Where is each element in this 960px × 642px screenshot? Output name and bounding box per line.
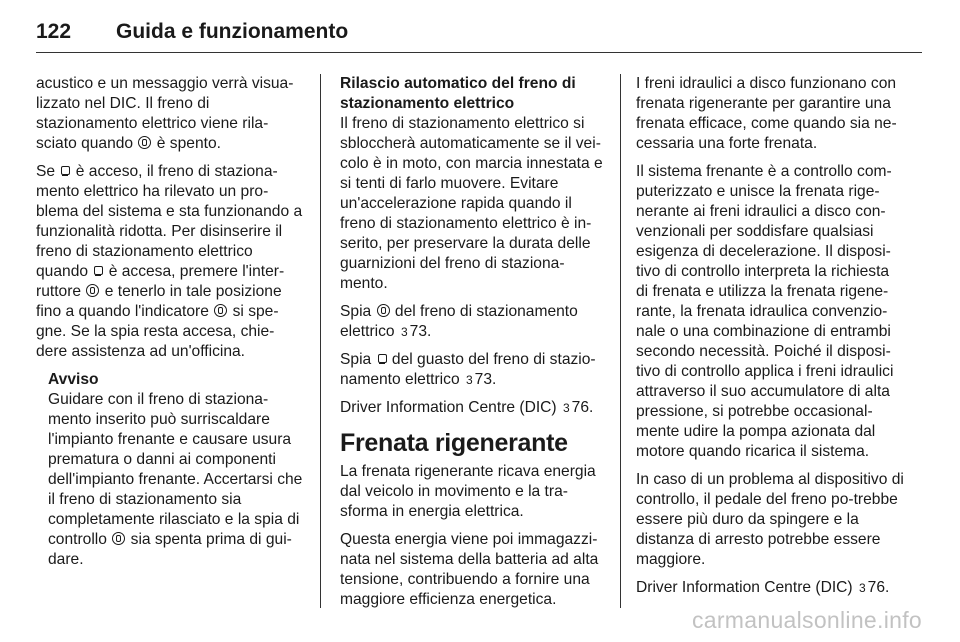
paragraph: La frenata rigenerante ricava energia dal veicolo in movimento e la tra-sforma in energia elettrica. (340, 463, 596, 520)
paragraph: Se è acceso, il freno di staziona-mento elettrico ha rilevato un pro-blema del sistema e sta funzionando a funzionalità ridotta. Per disinserire il freno di stazionamento elettrico quando è accesa, premere l'inter-ruttore e tenerlo in tale posizione fino a quando l'indicatore si spe-gne. Se la spia resta accesa, chie-dere assistenza ad un'officina. (36, 163, 303, 360)
parking-brake-icon (377, 304, 390, 317)
page-link[interactable]: 73. (409, 323, 432, 340)
paragraph: Questa energia viene poi immagazzi-nata nel sistema della batteria ad alta tensione, contribuendo a fornire una maggiore efficienza energetica. (340, 531, 599, 608)
column-3 (636, 74, 904, 606)
brake-fault-icon (377, 354, 387, 365)
page-ref-arrow-icon: 3 (858, 581, 866, 595)
brake-fault-icon (93, 266, 103, 277)
parking-brake-icon (112, 532, 125, 545)
page-ref-arrow-icon: 3 (400, 325, 408, 339)
page-ref-arrow-icon: 3 (562, 401, 570, 415)
page-ref-arrow-icon: 3 (465, 373, 473, 387)
paragraph: Il sistema frenante è a controllo com-puterizzato e unisce la frenata rige-nerante ai freni idraulici a disco con-venzionali per soddisfare qualsiasi esigenza di decelerazione. Il disposi-tivo di controllo interpreta la richiesta di frenata e utilizza la frenata rigene-rante, la frenata idraulica convenzio-nale o una combinazione di entrambi secondo necessità. Poiché il disposi-tivo di controllo applica i freni idraulici attraverso il suo accumulatore di alta pressione, si potrebbe occasional-mente udire la pompa azionata dal motore quando ricarica il sistema. (636, 163, 894, 460)
paragraph: In caso di un problema al dispositivo di controllo, il pedale del freno po-trebbe essere più duro da spingere e la distanza di arresto potrebbe essere maggiore. (636, 471, 904, 568)
section-heading: Frenata rigenerante (340, 429, 568, 457)
cross-reference: Driver Information Centre (DIC) 3 76. (636, 579, 890, 596)
watermark: carmanualsonline.info (691, 607, 922, 633)
parking-brake-icon (214, 304, 227, 317)
page-link[interactable]: 76. (571, 399, 594, 416)
brake-fault-icon (60, 166, 70, 177)
page-link[interactable]: 73. (474, 371, 497, 388)
paragraph: acustico e un messaggio verrà visua-lizzato nel DIC. Il freno di stazionamento elettrico viene rila-sciato quando è spento. (36, 75, 294, 152)
column-divider (320, 74, 321, 608)
parking-brake-icon (138, 136, 151, 149)
column-2 (340, 74, 604, 618)
page-header (36, 12, 922, 53)
column-1 (36, 74, 304, 578)
parking-brake-icon (86, 284, 99, 297)
cross-reference: Spia del freno di stazionamento elettrico 3 73. (340, 303, 578, 340)
warning-box (36, 370, 304, 570)
warning-title: Avviso (48, 371, 99, 388)
chapter-title: Guida e funzionamento (116, 20, 349, 43)
column-divider (620, 74, 621, 608)
page-number: 122 (36, 20, 72, 43)
paragraph: Il freno di stazionamento elettrico si sbloccherà automaticamente se il vei-colo è in moto, con marcia innestata e si tenti di farlo muovere. Evitare un'accelerazione rapida quando il freno di stazionamento elettrico è in-serito, per preservare la durata delle guarnizioni del freno di staziona-mento. (340, 115, 603, 292)
warning-text: Guidare con il freno di staziona-mento inserito può surriscaldare l'impianto frenante e causare usura prematura o danni ai componenti dell'impianto frenante. Accertarsi che il freno di stazionamento sia completamente rilasciato e la spia di controllo sia spenta prima di gui-dare. (48, 391, 303, 568)
subheading: Rilascio automatico del freno di stazionamento elettrico (340, 75, 576, 112)
paragraph: I freni idraulici a disco funzionano con frenata rigenerante per garantire una frenata efficace, come quando sia ne-cessaria una forte frenata. (636, 75, 897, 152)
cross-reference: Driver Information Centre (DIC) 3 76. (340, 399, 594, 416)
cross-reference: Spia del guasto del freno di stazio-namento elettrico 3 73. (340, 351, 596, 388)
page-link[interactable]: 76. (867, 579, 890, 596)
